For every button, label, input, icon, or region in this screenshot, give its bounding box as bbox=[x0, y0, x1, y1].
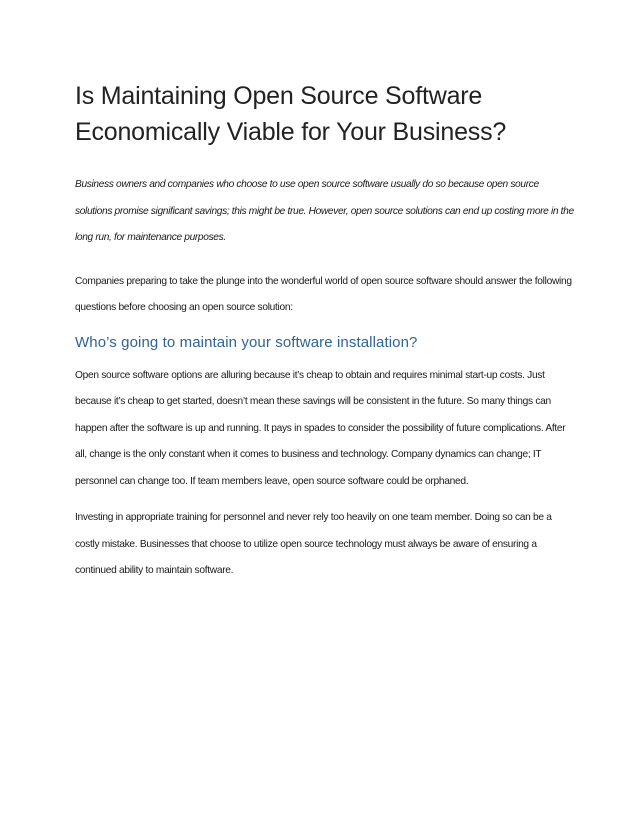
intro-paragraph: Business owners and companies who choose to use open source software usually do so because open source solutions promise significant savings; this might be true. However, open source solutions can end up costing more in the long run, for maintenance purposes. bbox=[75, 179, 574, 243]
document-title: Is Maintaining Open Source Software Economically Viable for Your Business? bbox=[75, 82, 507, 146]
body-paragraph-2: Open source software options are alluring because it’s cheap to obtain and requires minimal start-up costs. Just because it’s cheap to get started, doesn’t mean these savings will be consistent in the future. So many things can happen after the software is up and running. It pays in spades to consider the possibility of future complications. After all, change is the only constant when it comes to business and technology. Company dynamics can change; IT personnel can change too. If team members leave, open source software could be orphaned. bbox=[75, 369, 566, 487]
body-paragraph-3: Investing in appropriate training for personnel and never rely too heavily on one team member. Doing so can be a costly mistake. Businesses that choose to utilize open source technology must always be aware of ensuring a continued ability to maintain software. bbox=[75, 512, 552, 576]
body-paragraph-1: Companies preparing to take the plunge into the wonderful world of open source software should answer the following questions before choosing an open source solution: bbox=[75, 275, 572, 313]
document-page bbox=[75, 78, 575, 585]
section-heading: Who’s going to maintain your software installation? bbox=[75, 333, 418, 351]
